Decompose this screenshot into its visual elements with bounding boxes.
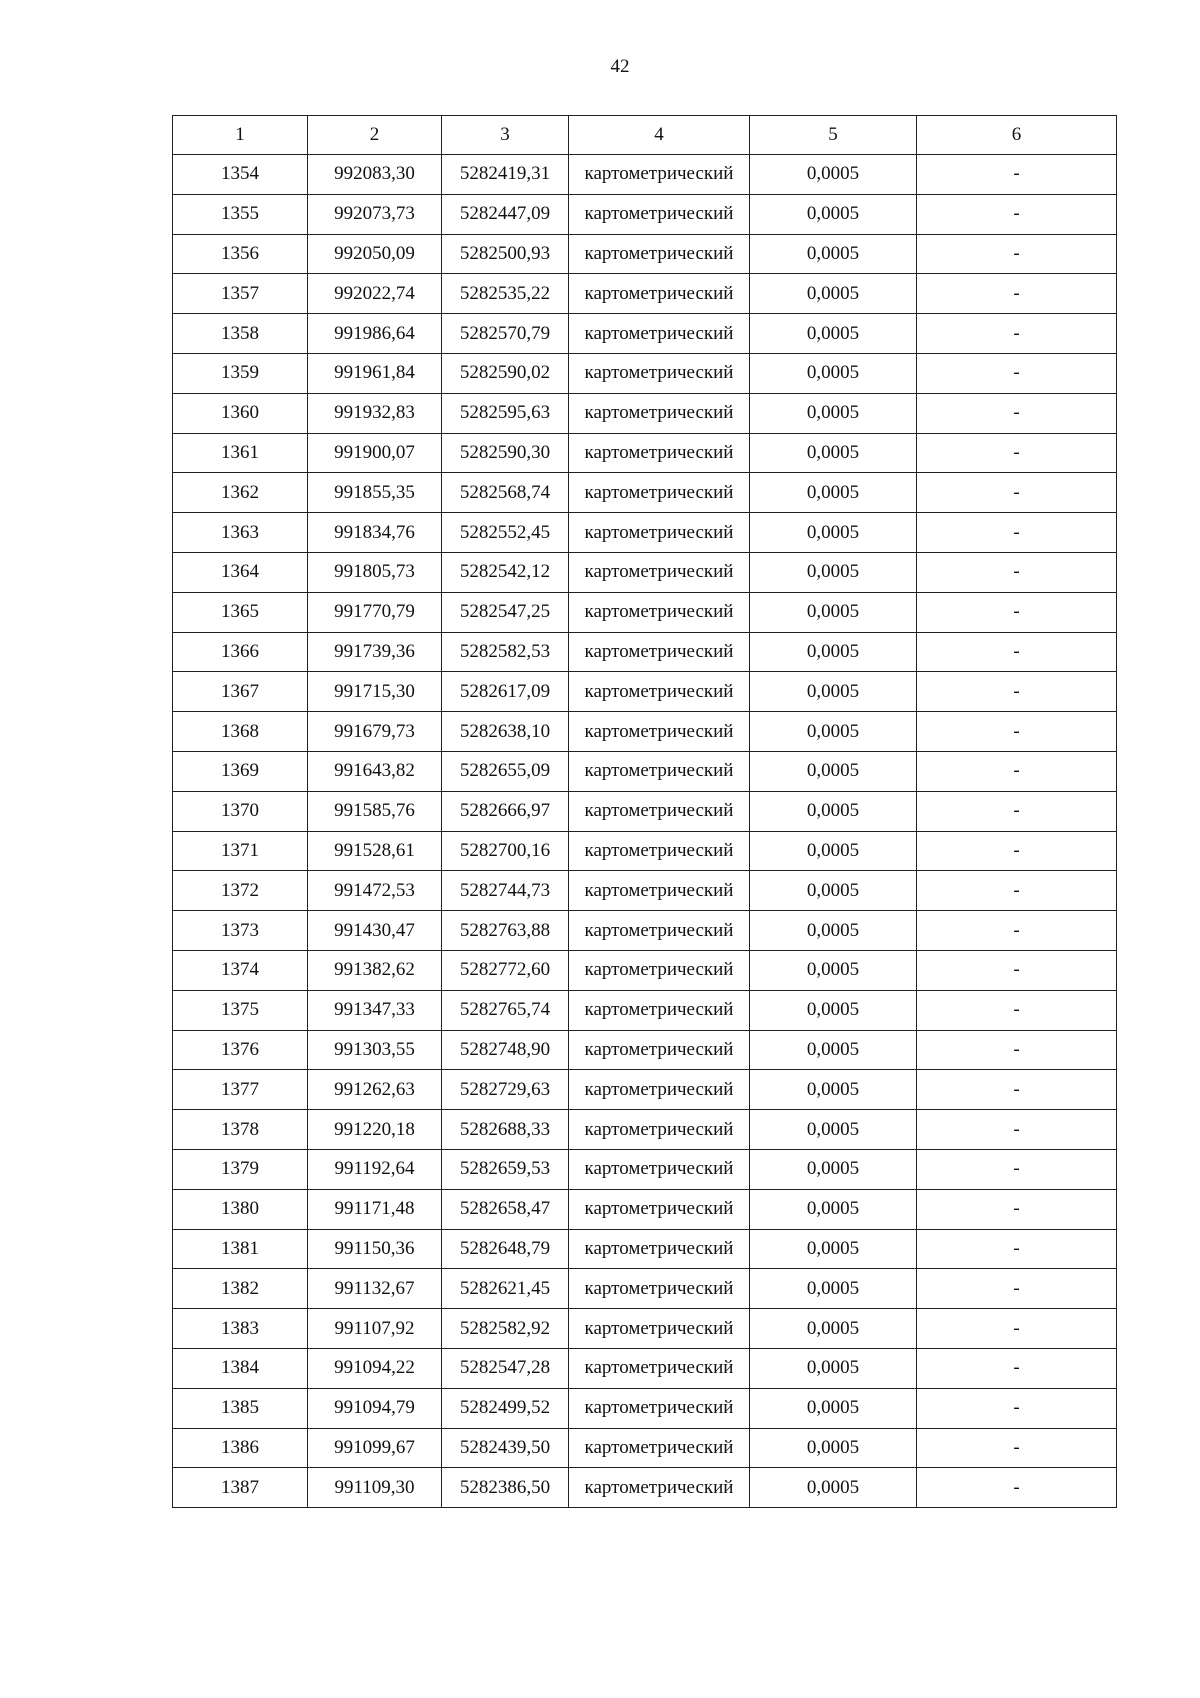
table-cell: 991855,35	[308, 473, 442, 513]
table-cell: -	[917, 1110, 1117, 1150]
table-cell: 0,0005	[750, 234, 917, 274]
table-cell: 5282763,88	[442, 911, 569, 951]
table-cell: 5282547,28	[442, 1348, 569, 1388]
table-cell: 1371	[173, 831, 308, 871]
table-cell: 991132,67	[308, 1269, 442, 1309]
table-cell: 0,0005	[750, 1468, 917, 1508]
table-cell: -	[917, 1348, 1117, 1388]
table-row	[173, 672, 1117, 712]
table-cell: картометрический	[569, 1269, 750, 1309]
table-row	[173, 1269, 1117, 1309]
table-cell: 1373	[173, 911, 308, 951]
table-cell: 0,0005	[750, 1189, 917, 1229]
table-row	[173, 871, 1117, 911]
table-cell: 0,0005	[750, 990, 917, 1030]
table-cell: 0,0005	[750, 1149, 917, 1189]
table-cell: -	[917, 990, 1117, 1030]
table-cell: 0,0005	[750, 592, 917, 632]
table-cell: -	[917, 871, 1117, 911]
table-cell: -	[917, 1149, 1117, 1189]
table-cell: 991805,73	[308, 552, 442, 592]
table-cell: картометрический	[569, 592, 750, 632]
table-cell: -	[917, 911, 1117, 951]
table-cell: картометрический	[569, 1428, 750, 1468]
table-cell: картометрический	[569, 473, 750, 513]
table-cell: 5282590,30	[442, 433, 569, 473]
table-cell: -	[917, 433, 1117, 473]
table-cell: 991150,36	[308, 1229, 442, 1269]
table-cell: 1372	[173, 871, 308, 911]
table-cell: 991643,82	[308, 751, 442, 791]
table-row	[173, 274, 1117, 314]
table-cell: 5282765,74	[442, 990, 569, 1030]
table-cell: 0,0005	[750, 274, 917, 314]
table-cell: 0,0005	[750, 1110, 917, 1150]
table-cell: 5282638,10	[442, 712, 569, 752]
table-row	[173, 314, 1117, 354]
table-cell: -	[917, 632, 1117, 672]
table-cell: 991262,63	[308, 1070, 442, 1110]
table-cell: 0,0005	[750, 1428, 917, 1468]
column-header: 3	[442, 116, 569, 155]
table-cell: 0,0005	[750, 194, 917, 234]
table-row	[173, 552, 1117, 592]
table-cell: 1382	[173, 1269, 308, 1309]
table-body	[173, 155, 1117, 1508]
table-row	[173, 433, 1117, 473]
table-cell: 1370	[173, 791, 308, 831]
table-cell: -	[917, 950, 1117, 990]
column-header: 4	[569, 116, 750, 155]
table-cell: -	[917, 791, 1117, 831]
table-row	[173, 632, 1117, 672]
table-cell: -	[917, 194, 1117, 234]
table-cell: 991528,61	[308, 831, 442, 871]
table-cell: 1380	[173, 1189, 308, 1229]
table-cell: 1374	[173, 950, 308, 990]
table-cell: картометрический	[569, 712, 750, 752]
table-cell: 991094,22	[308, 1348, 442, 1388]
table-cell: 5282744,73	[442, 871, 569, 911]
table-cell: 1357	[173, 274, 308, 314]
table-cell: картометрический	[569, 1030, 750, 1070]
table-cell: 0,0005	[750, 712, 917, 752]
table-cell: картометрический	[569, 1189, 750, 1229]
table-cell: 1378	[173, 1110, 308, 1150]
table-cell: 5282547,25	[442, 592, 569, 632]
table-cell: картометрический	[569, 353, 750, 393]
table-cell: картометрический	[569, 1309, 750, 1349]
table-cell: 5282419,31	[442, 155, 569, 195]
table-cell: 0,0005	[750, 871, 917, 911]
table-cell: 5282666,97	[442, 791, 569, 831]
table-cell: 5282439,50	[442, 1428, 569, 1468]
table-cell: 991192,64	[308, 1149, 442, 1189]
table-cell: 1377	[173, 1070, 308, 1110]
table-cell: 0,0005	[750, 632, 917, 672]
table-cell: 5282500,93	[442, 234, 569, 274]
table-cell: 5282595,63	[442, 393, 569, 433]
table-header-row	[173, 116, 1117, 155]
table-cell: 5282748,90	[442, 1030, 569, 1070]
table-cell: 0,0005	[750, 672, 917, 712]
table-cell: 1362	[173, 473, 308, 513]
table-cell: 0,0005	[750, 353, 917, 393]
table-row	[173, 751, 1117, 791]
page-number: 42	[610, 56, 630, 77]
table-row	[173, 1189, 1117, 1229]
table-cell: 1364	[173, 552, 308, 592]
table-cell: картометрический	[569, 1070, 750, 1110]
table-cell: 991171,48	[308, 1189, 442, 1229]
table-cell: 992022,74	[308, 274, 442, 314]
table-row	[173, 1149, 1117, 1189]
table-cell: 1356	[173, 234, 308, 274]
table-cell: 5282772,60	[442, 950, 569, 990]
table-cell: 0,0005	[750, 1229, 917, 1269]
table-row	[173, 1070, 1117, 1110]
table-row	[173, 473, 1117, 513]
table-cell: 1381	[173, 1229, 308, 1269]
table-cell: 991094,79	[308, 1388, 442, 1428]
table-cell: 992073,73	[308, 194, 442, 234]
table-cell: 5282386,50	[442, 1468, 569, 1508]
table-row	[173, 1428, 1117, 1468]
table-cell: 991585,76	[308, 791, 442, 831]
table-cell: 0,0005	[750, 1030, 917, 1070]
table-row	[173, 1110, 1117, 1150]
table-cell: 1360	[173, 393, 308, 433]
table-cell: 991099,67	[308, 1428, 442, 1468]
table-cell: 0,0005	[750, 1309, 917, 1349]
table-cell: -	[917, 751, 1117, 791]
table-cell: картометрический	[569, 950, 750, 990]
table-row	[173, 1229, 1117, 1269]
table-cell: 5282542,12	[442, 552, 569, 592]
table-cell: 991220,18	[308, 1110, 442, 1150]
table-cell: картометрический	[569, 194, 750, 234]
table-cell: 5282582,92	[442, 1309, 569, 1349]
table-cell: картометрический	[569, 990, 750, 1030]
table-cell: 0,0005	[750, 473, 917, 513]
table-cell: 5282590,02	[442, 353, 569, 393]
table-cell: картометрический	[569, 871, 750, 911]
table-cell: 0,0005	[750, 1348, 917, 1388]
table-cell: картометрический	[569, 632, 750, 672]
table-cell: 1365	[173, 592, 308, 632]
table-cell: 991932,83	[308, 393, 442, 433]
table-cell: картометрический	[569, 552, 750, 592]
table-cell: 1386	[173, 1428, 308, 1468]
table-cell: 0,0005	[750, 1070, 917, 1110]
column-header: 1	[173, 116, 308, 155]
table-cell: картометрический	[569, 234, 750, 274]
table-cell: 991834,76	[308, 513, 442, 553]
table-cell: -	[917, 712, 1117, 752]
table-cell: картометрический	[569, 1149, 750, 1189]
table-cell: 991679,73	[308, 712, 442, 752]
table-cell: 5282700,16	[442, 831, 569, 871]
table-cell: -	[917, 1229, 1117, 1269]
table-cell: -	[917, 1070, 1117, 1110]
table-cell: 991715,30	[308, 672, 442, 712]
table-cell: -	[917, 1030, 1117, 1070]
table-cell: 1376	[173, 1030, 308, 1070]
table-cell: -	[917, 234, 1117, 274]
table-cell: 991770,79	[308, 592, 442, 632]
table-cell: картометрический	[569, 314, 750, 354]
table-cell: картометрический	[569, 1229, 750, 1269]
table-cell: 991986,64	[308, 314, 442, 354]
table-cell: картометрический	[569, 393, 750, 433]
table-cell: 0,0005	[750, 751, 917, 791]
coordinates-table	[172, 115, 1117, 1508]
table-cell: 0,0005	[750, 433, 917, 473]
table-cell: -	[917, 155, 1117, 195]
table-cell: картометрический	[569, 513, 750, 553]
table-cell: 1385	[173, 1388, 308, 1428]
table-row	[173, 353, 1117, 393]
table-cell: 1383	[173, 1309, 308, 1349]
table-cell: 0,0005	[750, 513, 917, 553]
table-cell: 991961,84	[308, 353, 442, 393]
table-cell: -	[917, 513, 1117, 553]
table-cell: 991303,55	[308, 1030, 442, 1070]
table-cell: -	[917, 314, 1117, 354]
table-cell: картометрический	[569, 274, 750, 314]
table-cell: 5282499,52	[442, 1388, 569, 1428]
table-row	[173, 990, 1117, 1030]
table-cell: -	[917, 552, 1117, 592]
table-cell: -	[917, 592, 1117, 632]
table-cell: 5282648,79	[442, 1229, 569, 1269]
table-cell: 1354	[173, 155, 308, 195]
table-cell: картометрический	[569, 672, 750, 712]
table-row	[173, 592, 1117, 632]
table-row	[173, 911, 1117, 951]
table-cell: 1375	[173, 990, 308, 1030]
table-cell: 1355	[173, 194, 308, 234]
table-cell: картометрический	[569, 791, 750, 831]
table-cell: -	[917, 831, 1117, 871]
table-cell: -	[917, 1468, 1117, 1508]
table-cell: 1369	[173, 751, 308, 791]
table-cell: 992083,30	[308, 155, 442, 195]
table-cell: картометрический	[569, 155, 750, 195]
table-cell: картометрический	[569, 831, 750, 871]
column-header: 6	[917, 116, 1117, 155]
table-cell: 5282688,33	[442, 1110, 569, 1150]
table-cell: 1387	[173, 1468, 308, 1508]
table-row	[173, 513, 1117, 553]
table-cell: 5282582,53	[442, 632, 569, 672]
table-row	[173, 1388, 1117, 1428]
table-cell: 1366	[173, 632, 308, 672]
table-cell: 1368	[173, 712, 308, 752]
table-cell: 992050,09	[308, 234, 442, 274]
table-cell: картометрический	[569, 1388, 750, 1428]
table-cell: 1384	[173, 1348, 308, 1388]
table-row	[173, 194, 1117, 234]
table-cell: 991472,53	[308, 871, 442, 911]
table-row	[173, 393, 1117, 433]
table-cell: 5282535,22	[442, 274, 569, 314]
table-cell: 1379	[173, 1149, 308, 1189]
table-cell: 1359	[173, 353, 308, 393]
table-row	[173, 155, 1117, 195]
table-cell: 0,0005	[750, 1388, 917, 1428]
table-row	[173, 1468, 1117, 1508]
table-cell: 5282617,09	[442, 672, 569, 712]
table-cell: -	[917, 672, 1117, 712]
table-cell: 991430,47	[308, 911, 442, 951]
column-header: 5	[750, 116, 917, 155]
table-cell: картометрический	[569, 1348, 750, 1388]
table-cell: 0,0005	[750, 831, 917, 871]
table-cell: 0,0005	[750, 314, 917, 354]
table-cell: -	[917, 1189, 1117, 1229]
table-cell: картометрический	[569, 433, 750, 473]
table-cell: 0,0005	[750, 950, 917, 990]
table-cell: -	[917, 1428, 1117, 1468]
table-row	[173, 234, 1117, 274]
table-row	[173, 791, 1117, 831]
table-cell: картометрический	[569, 751, 750, 791]
table-cell: 5282552,45	[442, 513, 569, 553]
table-cell: 5282447,09	[442, 194, 569, 234]
table-cell: 0,0005	[750, 911, 917, 951]
table-cell: 1363	[173, 513, 308, 553]
table-cell: 1361	[173, 433, 308, 473]
table-row	[173, 1348, 1117, 1388]
table-cell: картометрический	[569, 911, 750, 951]
table-row	[173, 712, 1117, 752]
table-cell: 5282658,47	[442, 1189, 569, 1229]
table-cell: 0,0005	[750, 791, 917, 831]
table-cell: -	[917, 1309, 1117, 1349]
column-header: 2	[308, 116, 442, 155]
table-cell: -	[917, 473, 1117, 513]
table-cell: 1358	[173, 314, 308, 354]
table-cell: 991739,36	[308, 632, 442, 672]
table-cell: -	[917, 1388, 1117, 1428]
table-cell: 5282655,09	[442, 751, 569, 791]
table-cell: 0,0005	[750, 552, 917, 592]
table-cell: 991347,33	[308, 990, 442, 1030]
table-row	[173, 950, 1117, 990]
table-row	[173, 1309, 1117, 1349]
table-cell: 991109,30	[308, 1468, 442, 1508]
table-cell: 0,0005	[750, 393, 917, 433]
table-row	[173, 1030, 1117, 1070]
table-cell: картометрический	[569, 1110, 750, 1150]
table-cell: 0,0005	[750, 155, 917, 195]
table-cell: -	[917, 1269, 1117, 1309]
table-row	[173, 831, 1117, 871]
table-cell: 991107,92	[308, 1309, 442, 1349]
table-cell: картометрический	[569, 1468, 750, 1508]
table-cell: 5282568,74	[442, 473, 569, 513]
table-cell: -	[917, 353, 1117, 393]
table-cell: 991900,07	[308, 433, 442, 473]
table-cell: 5282621,45	[442, 1269, 569, 1309]
table-cell: 5282570,79	[442, 314, 569, 354]
table-cell: 1367	[173, 672, 308, 712]
table-cell: 0,0005	[750, 1269, 917, 1309]
table-cell: -	[917, 393, 1117, 433]
table-cell: 5282729,63	[442, 1070, 569, 1110]
table-cell: 5282659,53	[442, 1149, 569, 1189]
table-cell: -	[917, 274, 1117, 314]
table-cell: 991382,62	[308, 950, 442, 990]
